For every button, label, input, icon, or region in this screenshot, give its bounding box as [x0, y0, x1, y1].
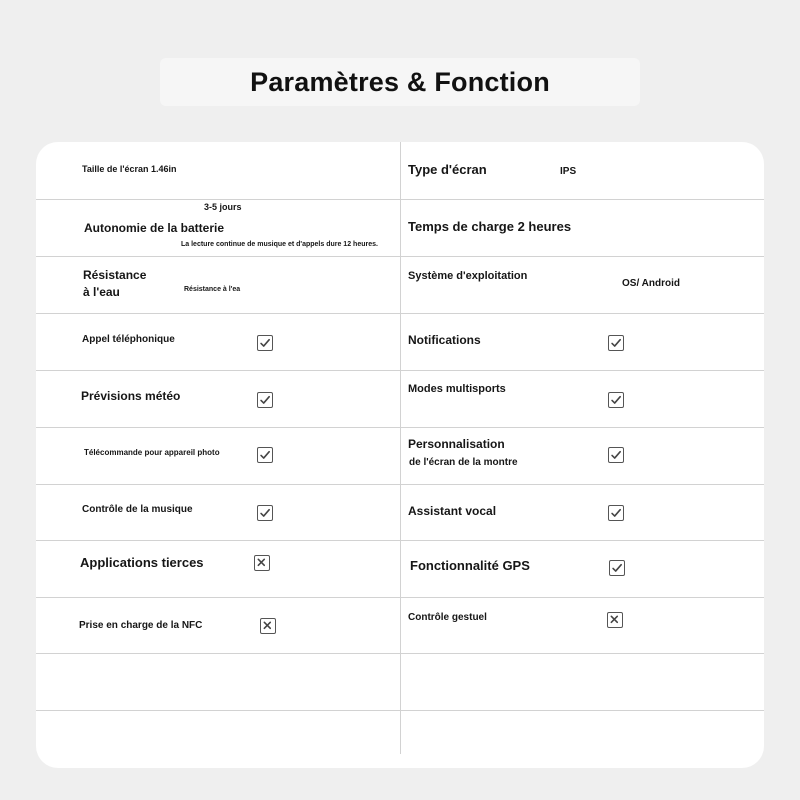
- checkmark-icon: [609, 448, 623, 462]
- music-control-checkbox[interactable]: [257, 505, 273, 521]
- page-title: Paramètres & Fonction: [250, 66, 550, 97]
- checkmark-icon: [609, 393, 623, 407]
- notifications-checkbox[interactable]: [608, 335, 624, 351]
- cross-icon: [255, 556, 269, 570]
- water-label-line2: à l'eau: [83, 285, 120, 299]
- voice-assistant-checkbox[interactable]: [608, 505, 624, 521]
- screen-type-label: Type d'écran: [408, 162, 487, 177]
- checkmark-icon: [610, 561, 624, 575]
- gesture-control-checkbox[interactable]: [607, 612, 623, 628]
- spec-table: [36, 142, 764, 768]
- cross-icon: [608, 613, 622, 627]
- multisport-checkbox[interactable]: [608, 392, 624, 408]
- gps-label: Fonctionnalité GPS: [410, 558, 530, 573]
- multisport-label: Modes multisports: [408, 383, 506, 395]
- camera-remote-checkbox[interactable]: [257, 447, 273, 463]
- battery-label: Autonomie de la batterie: [84, 221, 225, 235]
- battery-note: La lecture continue de musique et d'appels dure 12 heures.: [181, 241, 378, 248]
- title-banner: [160, 58, 640, 106]
- checkmark-icon: [258, 448, 272, 462]
- column-divider: [400, 142, 401, 754]
- watch-custom-label-line1: Personnalisation: [408, 437, 505, 451]
- checkmark-icon: [258, 393, 272, 407]
- nfc-label: Prise en charge de la NFC: [79, 620, 203, 631]
- cross-icon: [261, 619, 275, 633]
- checkmark-icon: [609, 336, 623, 350]
- os-value: OS/ Android: [622, 278, 680, 289]
- gps-checkbox[interactable]: [609, 560, 625, 576]
- voice-assistant-label: Assistant vocal: [408, 504, 497, 518]
- third-party-apps-checkbox[interactable]: [254, 555, 270, 571]
- weather-label: Prévisions météo: [81, 389, 181, 403]
- camera-remote-label: Télécommande pour appareil photo: [84, 448, 220, 457]
- watch-custom-checkbox[interactable]: [608, 447, 624, 463]
- screen-size-label: Taille de l'écran 1.46in: [82, 164, 177, 174]
- battery-days: 3-5 jours: [204, 202, 242, 212]
- charge-time: Temps de charge 2 heures: [408, 219, 572, 234]
- weather-checkbox[interactable]: [257, 392, 273, 408]
- notifications-label: Notifications: [408, 333, 481, 347]
- nfc-checkbox[interactable]: [260, 618, 276, 634]
- phone-call-checkbox[interactable]: [257, 335, 273, 351]
- music-control-label: Contrôle de la musique: [82, 504, 193, 515]
- checkmark-icon: [258, 506, 272, 520]
- checkmark-icon: [609, 506, 623, 520]
- phone-call-label: Appel téléphonique: [82, 334, 175, 345]
- checkmark-icon: [258, 336, 272, 350]
- gesture-control-label: Contrôle gestuel: [408, 612, 487, 623]
- screen-type-value: IPS: [560, 166, 577, 177]
- water-label-line1: Résistance: [83, 268, 147, 282]
- water-value: Résistance à l'ea: [184, 286, 241, 293]
- os-label: Système d'exploitation: [408, 270, 528, 282]
- third-party-apps-label: Applications tierces: [80, 555, 204, 570]
- watch-custom-label-line2: de l'écran de la montre: [409, 457, 518, 468]
